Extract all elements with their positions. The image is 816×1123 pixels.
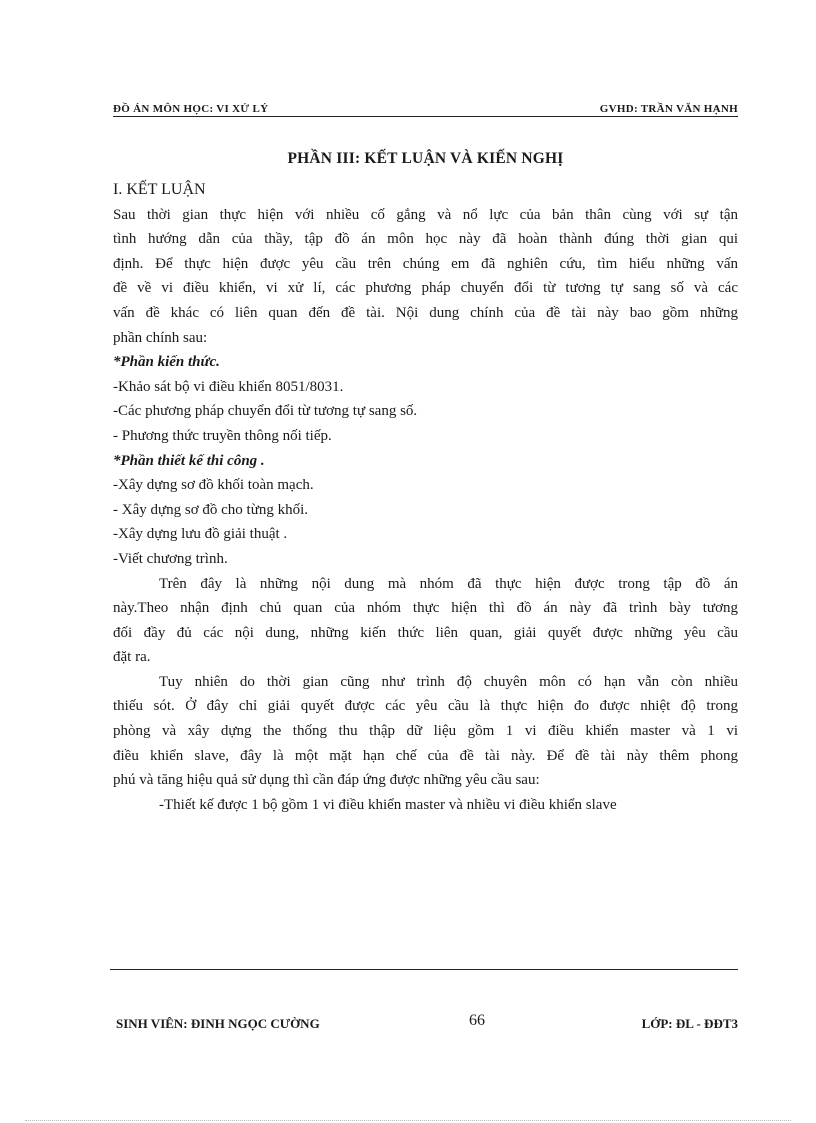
paragraph-line: đối đầy đủ các nội dung, những kiến thức liên quan, giải quyết được những yêu cầu: [113, 624, 738, 641]
list-item: - Xây dựng sơ đồ cho từng khối.: [113, 501, 309, 518]
paragraph-line: đề về vi điều khiển, vi xử lí, các phương pháp chuyển đổi từ tương tự sang số và các: [113, 280, 738, 297]
header-divider: [113, 116, 738, 117]
header-course: ĐỒ ÁN MÔN HỌC: VI XỬ LÝ: [113, 103, 269, 115]
paragraph-line: này.Theo nhận định chủ quan của nhóm thực hiện thì đồ án này đã trình bày tương: [113, 600, 738, 617]
section-heading: I. KẾT LUẬN: [113, 181, 206, 198]
page-title: PHẦN III: KẾT LUẬN VÀ KIẾN NGHỊ: [287, 150, 564, 167]
paragraph-line: phần chính sau:: [113, 329, 208, 346]
header-supervisor: GVHD: TRẦN VĂN HẠNH: [599, 103, 738, 115]
footer-divider: [110, 969, 738, 970]
document-body: [113, 178, 738, 817]
paragraph-line: định. Để thực hiện được yêu cầu trên chúng em đã nghiên cứu, tìm hiểu những vấn: [113, 255, 738, 272]
list-item: -Xây dựng sơ đồ khối toàn mạch.: [113, 477, 314, 494]
page-edge-divider: [25, 1120, 791, 1121]
list-item: -Khảo sát bộ vi điều khiển 8051/8031.: [113, 378, 344, 395]
paragraph-line: đặt ra.: [113, 649, 151, 666]
paragraph-line: tình hướng dẫn của thầy, tập đồ án môn học này đã hoàn thành đúng thời gian qui: [113, 231, 738, 248]
list-item: -Viết chương trình.: [113, 550, 228, 567]
paragraph-line: phòng và xây dựng the thống thu thập dữ liệu gồm 1 vi điều khiển master và 1 vi: [113, 723, 738, 740]
paragraph-line: vấn đề khác có liên quan đến đề tài. Nội dung chính của đề tài này bao gồm những: [113, 304, 738, 321]
design-heading: *Phần thiết kế thi công .: [113, 452, 265, 469]
paragraph-line: Sau thời gian thực hiện với nhiều cố gắng và nổ lực của bản thân cùng với sự tận: [113, 206, 738, 223]
page-number: 66: [469, 1012, 485, 1029]
footer-student: SINH VIÊN: ĐINH NGỌC CƯỜNG: [116, 1016, 320, 1031]
list-item: -Xây dựng lưu đồ giải thuật .: [113, 526, 288, 543]
paragraph-line: phú và tăng hiệu quả sử dụng thì cần đáp ứng được những yêu cầu sau:: [113, 772, 540, 789]
paragraph-line: điều khiển slave, đây là một mặt hạn chế của đề tài này. Để đề tài này thêm phong: [113, 747, 738, 764]
footer-class: LỚP: ĐL - ĐĐT3: [641, 1016, 738, 1031]
paragraph-line: Trên đây là những nội dung mà nhóm đã thực hiện được trong tập đồ án: [159, 575, 738, 592]
paragraph-line: thiếu sót. Ở đây chỉ giải quyết được các yêu cầu là thực hiện đo được nhiệt độ trong: [113, 698, 738, 715]
list-item: - Phương thức truyền thông nối tiếp.: [113, 427, 332, 444]
list-item: -Các phương pháp chuyển đổi từ tương tự sang số.: [113, 403, 418, 420]
knowledge-heading: *Phần kiến thức.: [113, 354, 220, 371]
paragraph-line: Tuy nhiên do thời gian cũng như trình độ chuyên môn có hạn vẫn còn nhiều: [159, 673, 738, 690]
paragraph-line: -Thiết kế được 1 bộ gồm 1 vi điều khiển master và nhiều vi điều khiển slave: [159, 796, 617, 813]
